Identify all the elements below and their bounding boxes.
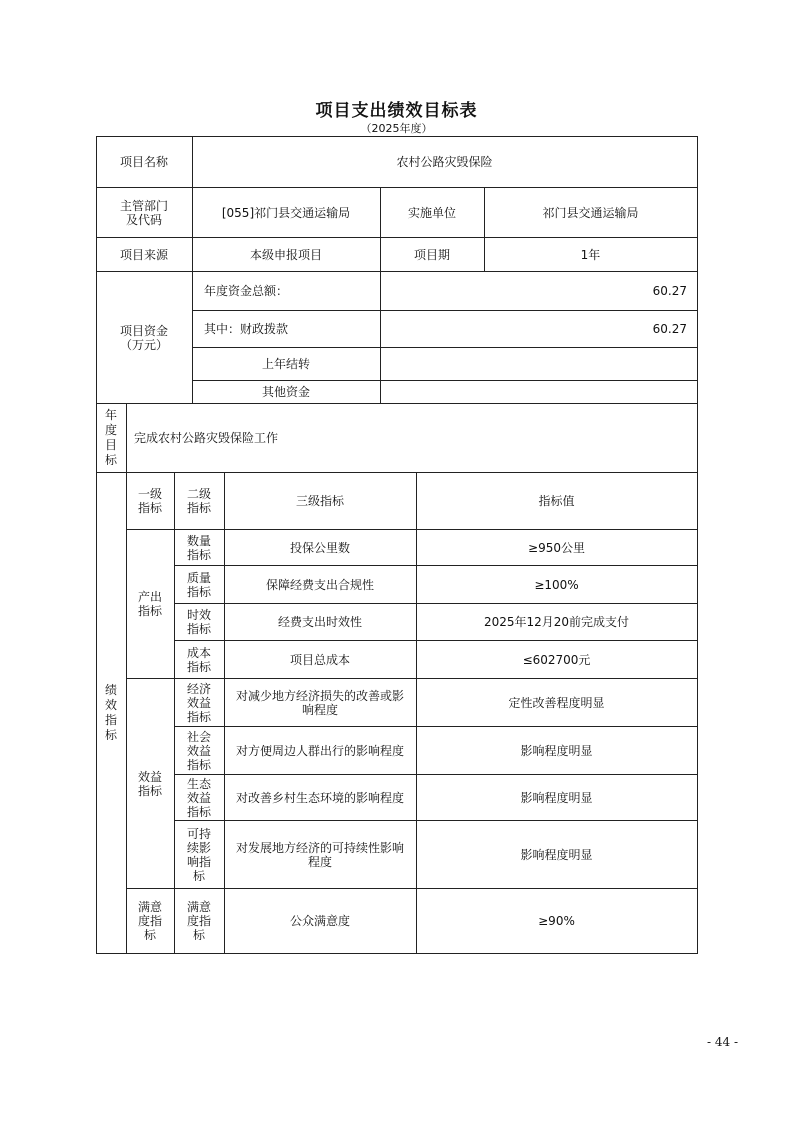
period-value: 1年 — [580, 247, 601, 262]
source-value: 本级申报项目 — [249, 247, 322, 262]
table-row-value: ≥100% — [534, 577, 579, 592]
funds-other-label: 其他资金 — [261, 385, 310, 399]
funds-total-label: 年度资金总额： — [204, 284, 289, 298]
period-label: 项目期 — [413, 247, 450, 262]
table-row-level3: 对方便周边人群出行的影响程度 — [235, 743, 404, 758]
header-level2: 二级指标 — [186, 487, 211, 515]
table-row-level3: 对改善乡村生态环境的影响程度 — [235, 790, 404, 805]
table-row-level2: 质量指标 — [186, 570, 211, 599]
table-row-level2: 社会效益指标 — [186, 729, 211, 772]
funds-fiscal-value: 60.27 — [652, 322, 687, 336]
table-row-level2: 满意度指标 — [186, 900, 211, 942]
funds-other-value — [380, 381, 697, 403]
funds-carry-label: 上年结转 — [261, 357, 310, 371]
header-level1: 一级指标 — [137, 487, 162, 515]
impl-unit-label: 实施单位 — [407, 205, 456, 220]
annual-goal-label: 年度目标 — [104, 408, 117, 467]
source-label: 项目来源 — [119, 247, 168, 262]
table-row-level3: 保障经费支出合规性 — [265, 577, 374, 592]
table-row-level2: 可持续影响指标 — [186, 826, 211, 883]
table-row-value: ≤602700元 — [522, 652, 591, 667]
page-title: 项目支出绩效目标表 — [315, 101, 478, 121]
table-row-level3: 项目总成本 — [289, 652, 350, 667]
table-row-level3: 经费支出时效性 — [277, 615, 362, 629]
table-row-level2: 成本指标 — [186, 645, 211, 674]
funds-label: 项目资金（万元） — [119, 323, 168, 352]
table-row-value: ≥950公里 — [528, 540, 585, 555]
funds-carry-value — [380, 348, 697, 380]
annual-goal-value: 完成农村公路灾毁保险工作 — [134, 431, 279, 445]
table-row-level3: 公众满意度 — [289, 914, 350, 928]
header-value: 指标值 — [538, 494, 575, 508]
satisfaction-indicators-label: 满意度指标 — [137, 900, 162, 942]
output-indicators-label: 产出指标 — [137, 590, 162, 618]
year-label: （2025年度） — [360, 122, 433, 135]
table-row-value: 影响程度明显 — [520, 743, 593, 758]
page-number: - 44 - — [706, 1035, 738, 1049]
funds-total-value: 60.27 — [652, 284, 687, 298]
table-row-level2: 时效指标 — [186, 608, 211, 636]
effect-indicators-label: 效益指标 — [137, 769, 162, 798]
project-name-value: 农村公路灾毁保险 — [396, 155, 493, 169]
table-row-value: 定性改善程度明显 — [508, 695, 605, 710]
table-row-level3: 对发展地方经济的可持续性影响程度 — [235, 840, 404, 869]
impl-unit-value: 祁门县交通运输局 — [542, 205, 639, 220]
table-row-level2: 数量指标 — [186, 533, 211, 562]
funds-fiscal-label: 其中：财政拨款 — [204, 322, 289, 336]
table-row-value: ≥90% — [538, 914, 575, 928]
performance-indicators-label: 绩效指标 — [104, 683, 117, 742]
table-row-value: 2025年12月20前完成支付 — [483, 615, 630, 629]
table-row-value: 影响程度明显 — [520, 847, 593, 862]
table-row-value: 影响程度明显 — [520, 790, 593, 805]
dept-value: [055]祁门县交通运输局 — [221, 205, 351, 220]
table-row-level3: 投保公里数 — [289, 540, 350, 555]
header-level3: 三级指标 — [295, 494, 344, 508]
dept-label: 主管部门及代码 — [119, 198, 168, 227]
table-row-level2: 经济效益指标 — [186, 681, 211, 724]
table-row-level2: 生态效益指标 — [186, 776, 211, 819]
table-row-level3: 对减少地方经济损失的改善或影响程度 — [235, 688, 404, 717]
project-name-label: 项目名称 — [119, 155, 168, 169]
